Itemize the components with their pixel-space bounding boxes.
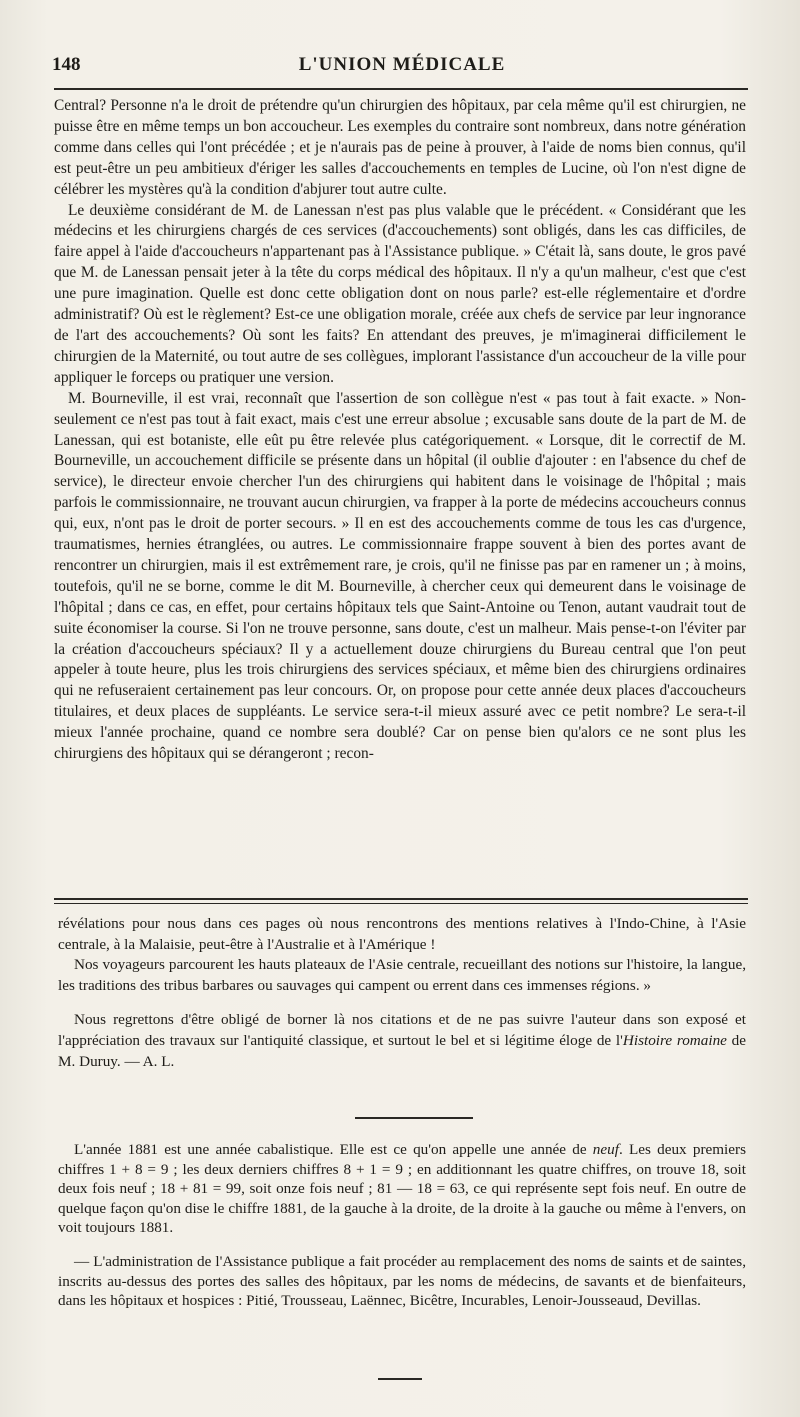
running-title: L'UNION MÉDICALE: [298, 54, 506, 75]
note-paragraph: — L'administration de l'Assistance publique a fait procéder au remplacement des noms de saints et de saintes, inscrits au-dessus des portes des salles des hôpitaux, par les noms de médecins, de savants et de bienfaiteurs, dans les hôpitaux et hospices : Pitié, Trousseau, Laënnec, Bicêtre, Incurables, Lenoir-Jousseaud, Devillas.: [58, 1252, 746, 1310]
author-signature: — A. L.: [124, 1052, 175, 1070]
article-paragraph: Le deuxième considérant de M. de Lanessan n'est pas plus valable que le précédent. « Considérant que les médecins et les chirurgiens chargés de ces services (d'accouchements) sont obligés, dans les cas difficiles, de faire appel à l'aide d'accoucheurs n'appartenant pas à l'Assistance publique. » C'était là, sans doute, le gros pavé que M. de Lanessan pensait jeter à la tête du corps médical des hôpitaux. Il n'y a qu'un malheur, c'est que c'est une pure imagination. Quelle est donc cette obligation dont on nous parle? est-elle réglementaire et d'ordre administratif? Où est le règlement? Est-ce une obligation morale, créée aux chefs de service par leur ingnorance de l'art des accouchements? Où sont les faits? En attendant des preuves, je m'imaginerai difficilement le chirurgien de la Maternité, ou tout autre de ses collègues, implorant l'assistance d'un accoucheur de la ville pour appliquer le forceps ou pratiquer une version.: [54, 201, 746, 386]
main-article: [54, 96, 746, 765]
page-header: [52, 50, 752, 84]
news-notes: [58, 1140, 746, 1311]
book-title: Histoire romaine: [622, 1031, 727, 1049]
feuilleton-paragraph: [58, 1010, 746, 1072]
feuilleton-paragraph: révélations pour nous dans ces pages où nous rencontrons des mentions relatives à l'Indo-Chine, à l'Asie centrale, à la Malaisie, peut-être à l'Australie et à l'Amérique !: [58, 915, 746, 953]
article-paragraph: M. Bourneville, il est vrai, reconnaît que l'assertion de son collègue n'est « pas tout à fait exacte. » Non-seulement ce n'est pas tout à fait exact, mais c'est une erreur absolue ; excusable sans doute de la part de M. de Lanessan, qui est botaniste, elle eût pu être relevée plus catégoriquement. « Lorsque, dit le correctif de M. Bourneville, un accouchement difficile se présente dans un hôpital (il oublie d'ajouter : en l'absence du chef de service), le directeur envoie chercher l'un des chirurgiens qui habitent dans le voisinage de l'hôpital ; mais parfois le commissionnaire, ne trouvant aucun chirurgien, va frapper à la porte de médecins accoucheurs connus qui, eux, n'ont pas le droit de porter secours. » Il en est des accouchements comme de tous les cas d'urgence, traumatismes, hernies étranglées, ou autres. Le commissionnaire frappe souvent à bien des portes avant de rencontrer un chirurgien, mais il est extrêmement rare, je crois, qu'il ne finisse pas par en ramener un ; à moins, toutefois, qu'il ne se borne, comme le dit M. Bourneville, à chercher ceux qui demeurent dans le voisinage de l'hôpital ; dans ce cas, en effet, pour certains hôpitaux tels que Saint-Antoine ou Tenon, autant vaudrait tout de suite économiser la course. Si l'on ne trouve personne, sans doute, c'est un malheur. Mais pense-t-on l'éviter par la création d'accoucheurs spéciaux? Il y a actuellement douze chirurgiens du Bureau central que l'on peut appeler à toute heure, plus les trois chirurgiens des services spéciaux, et même bien des chirurgiens ordinaires qui ne refuseraient certainement pas leur concours. Or, on propose pour cette année deux places d'accoucheurs titulaires, et deux places de suppléants. Le service sera-t-il mieux assuré avec ce petit nombre? Le sera-t-il mieux l'année prochaine, quand ce nombre sera doublé? Car on pense bien qu'alors ce ne sont plus les chirurgiens des hôpitaux qui se dérangeront ; recon-: [54, 389, 746, 763]
note-text: . Les deux premiers chiffres 1 + 8 = 9 ; les deux derniers chiffres 8 + 1 = 9 ; en additionnant les quatre chiffres, on trouve 18, soit deux fois neuf ; 18 + 81 = 99, soit onze fois neuf ; 81 — 18 = 63, ce qui représente sept fois neuf. En outre de quelque façon qu'on dise le chiffre 1881, de la gauche à la droite, de la droite à la gauche ou même à l'envers, on voit toujours 1881.: [58, 1141, 746, 1237]
feuilleton-paragraph: Nos voyageurs parcourent les hauts plateaux de l'Asie centrale, recueillant des notions sur l'histoire, la langue, les traditions des tribus barbares ou sauvages qui campent ou errent dans ces immenses régions. »: [58, 956, 746, 994]
feuilleton-text: de M. Duruy.: [58, 1031, 746, 1070]
page-number: 148: [52, 54, 81, 75]
feuilleton-text: Nous regrettons d'être obligé de borner là nos citations et de ne pas suivre l'auteur dans son exposé et l'appréciation des travaux sur l'antiquité classique, et surtout le bel et si légitime éloge de l': [58, 1011, 746, 1049]
note-paragraph: [58, 1140, 746, 1238]
end-rule: [378, 1378, 422, 1380]
note-text: L'année 1881 est une année cabalistique. Elle est ce qu'on appelle une année de: [74, 1141, 593, 1158]
feuilleton-divider: [54, 898, 748, 904]
feuilleton-section: [58, 914, 746, 1072]
section-separator: [355, 1117, 473, 1119]
emphasis-word: neuf: [592, 1141, 619, 1158]
header-rule: [54, 88, 748, 90]
article-paragraph: Central? Personne n'a le droit de prétendre qu'un chirurgien des hôpitaux, par cela même qu'il est chirurgien, ne puisse être en même temps un bon accoucheur. Les exemples du contraire sont nombreux, dans notre génération comme dans celles qui l'ont précédée ; et je n'aurais pas de peine à prouver, à l'aide de noms bien connus, qu'il est peut-être un peu ambitieux d'ériger les salles d'accouchements en temples de Lucine, où l'on n'est digne de célébrer les mystères qu'à la condition d'abjurer tout autre culte.: [54, 97, 746, 198]
